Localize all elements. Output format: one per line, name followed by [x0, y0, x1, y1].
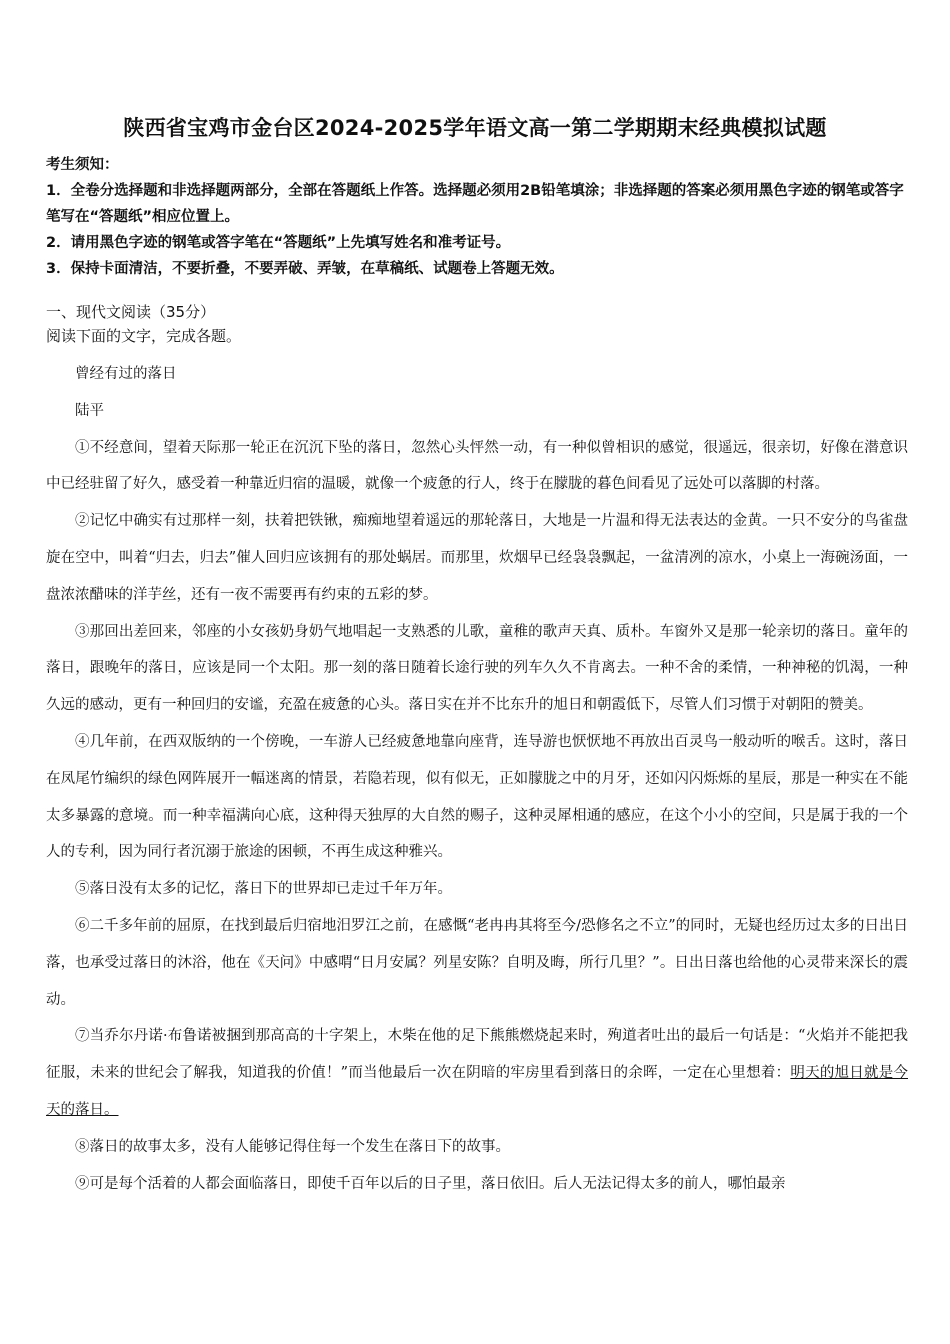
exam-title: 陕西省宝鸡市金台区2024-2025学年语文高一第二学期期末经典模拟试题	[123, 116, 827, 140]
notice-item-1: 1．全卷分选择题和非选择题两部分，全部在答题纸上作答。选择题必须用2B铅笔填涂；非选择题的答案必须用黑色字迹的钢笔或答字笔写在“答题纸”相应位置上。	[46, 183, 904, 225]
paragraph-7-text: ⑦当乔尔丹诺·布鲁诺被捆到那高高的十字架上，木柴在他的足下熊熊燃烧起来时，殉道者吐出的最后一句话是：“火焰并不能把我征服，未来的世纪会了解我，知道我的价值！”而当他最后一次在阴暗的牢房里看到落日的余晖，一定在心里想着：	[46, 1028, 908, 1082]
paragraph-6: ⑥二千多年前的屈原，在找到最后归宿地汨罗江之前，在感慨“老冉冉其将至今/恐修名之不立”的同时，无疑也经历过太多的日出日落，也承受过落日的沐浴，他在《天问》中感喟“日月安属？列星安陈？自明及晦，所行几里？”。日出日落也给他的心灵带来深长的震动。	[46, 917, 908, 1008]
notice-item-3: 3．保持卡面清洁，不要折叠，不要弄破、弄皱，在草稿纸、试题卷上答题无效。	[46, 261, 564, 277]
paragraph-1: ①不经意间，望着天际那一轮正在沉沉下坠的落日，忽然心头怦然一动，有一种似曾相识的感觉，很遥远，很亲切，好像在潜意识中已经驻留了好久，感受着一种靠近归宿的温暖，就像一个疲惫的行人，终于在朦胧的暮色间看见了远处可以落脚的村落。	[46, 439, 908, 493]
notice-item-2: 2．请用黑色字迹的钢笔或答字笔在“答题纸”上先填写姓名和准考证号。	[46, 235, 511, 251]
paragraph-8: ⑧落日的故事太多，没有人能够记得住每一个发生在落日下的故事。	[75, 1138, 510, 1155]
underlined-sentence: 明天的旭日就是今天的落日。	[46, 1065, 908, 1118]
notice-heading: 考生须知：	[46, 157, 119, 173]
paragraph-7	[46, 1018, 908, 1128]
section-heading: 一、现代文阅读（35分）	[46, 303, 216, 321]
article-author: 陆平	[75, 402, 104, 419]
paragraph-9: ⑨可是每个活着的人都会面临落日，即使千百年以后的日子里，落日依旧。后人无法记得太多的前人，哪怕最亲	[75, 1175, 786, 1192]
candidate-notice	[46, 152, 908, 282]
reading-article	[46, 356, 908, 1202]
section-intro: 阅读下面的文字，完成各题。	[46, 327, 242, 345]
paragraph-2: ②记忆中确实有过那样一刻，扶着把铁锹，痴痴地望着遥远的那轮落日，大地是一片温和得无法表达的金黄。一只不安分的鸟雀盘旋在空中，叫着“归去，归去”催人回归应该拥有的那处蜗居。而那里，炊烟早已经袅袅飘起，一盆清冽的凉水，小桌上一海碗汤面，一盘浓浓醋味的洋芋丝，还有一夜不需要再有约束的五彩的梦。	[46, 513, 908, 603]
paragraph-3: ③那回出差回来，邻座的小女孩奶身奶气地唱起一支熟悉的儿歌，童稚的歌声天真、质朴。车窗外又是那一轮亲切的落日。童年的落日，跟晚年的落日，应该是同一个太阳。那一刻的落日随着长途行驶的列车久久不肯离去。一种不舍的柔情，一种神秘的饥渴，一种久远的感动，更有一种回归的安谧，充盈在疲惫的心头。落日实在并不比东升的旭日和朝霞低下，尽管人们习惯于对朝阳的赞美。	[46, 623, 908, 714]
article-title: 曾经有过的落日	[75, 366, 177, 382]
paragraph-4: ④几年前，在西双版纳的一个傍晚，一车游人已经疲惫地靠向座背，连导游也恹恹地不再放出百灵鸟一般动听的喉舌。这时，落日在凤尾竹编织的绿色网阵展开一幅迷离的情景，若隐若现，似有似无，正如朦胧之中的月牙，还如闪闪烁烁的星辰，那是一种实在不能太多暴露的意境。而一种幸福满向心底，这种得天独厚的大自然的赐子，这种灵犀相通的感应，在这个小小的空间，只是属于我的一个人的专利，因为同行者沉溺于旅途的困顿，不再生成这种雅兴。	[46, 733, 908, 861]
paragraph-5: ⑤落日没有太多的记忆，落日下的世界却已走过千年万年。	[75, 881, 452, 898]
